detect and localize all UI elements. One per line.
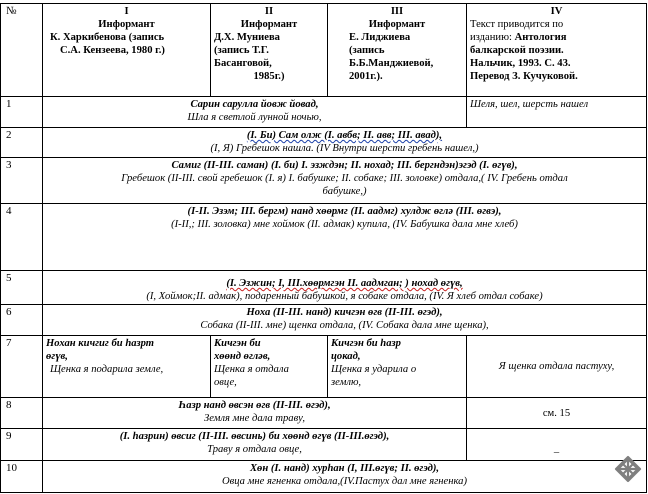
table-row xyxy=(1,398,647,429)
kalmyk-line: Һазр нанд өвсэн өгв (II-III. өгэд), xyxy=(178,400,331,411)
kalmyk-line: цокад, xyxy=(331,351,361,362)
header-roman-2: II xyxy=(264,6,274,17)
kalmyk-line: (I-II. Эзэм; III. бергм) нанд хөөрмг (II. аадмг) хулдж өглә (III. өгвэ), xyxy=(187,206,502,217)
row-text-cell xyxy=(43,398,467,429)
header-line: Б.Б.Манджиевой, xyxy=(349,58,434,69)
header-title-3: Информант xyxy=(368,19,426,30)
row-number: 9 xyxy=(1,429,43,461)
russian-line: землю, xyxy=(331,377,362,388)
table-row xyxy=(1,158,647,204)
russian-line: Собака (II-III. мне) щенка отдала, (IV. Собака дала мне щенка), xyxy=(200,320,489,331)
kalmyk-line: Кичгэн би һазр xyxy=(331,338,401,349)
table-row xyxy=(1,305,647,336)
header-source-4 xyxy=(467,4,647,97)
row-number: 1 xyxy=(1,97,43,128)
kalmyk-line: (I. Би) Сам олж (I. авбв; II. авв; III. авад), xyxy=(246,130,443,141)
header-informant-3 xyxy=(328,4,467,97)
row-7-informant-1 xyxy=(43,336,211,398)
kalmyk-line: Хөн (I. нанд) хурһан (I, III.өгүв; II. өгэд), xyxy=(249,463,440,474)
row-number: 2 xyxy=(1,128,43,158)
header-line: 2001г.). xyxy=(349,71,383,82)
russian-line: овце, xyxy=(214,377,237,388)
header-line: Е. Лиджиева xyxy=(349,32,411,43)
header-line: изданию: xyxy=(470,32,515,43)
row-text-cell xyxy=(43,271,647,305)
table-row xyxy=(1,204,647,271)
russian-line: (I, Хоймок;II. адмак), подаренный бабушкой, я собаке отдала, (IV. Я хлеб отдал собаке) xyxy=(146,291,543,302)
row-text-cell xyxy=(43,158,647,204)
russian-line: (I, Я) Гребешок нашла. (IV Внутри шерсти гребень нашел,) xyxy=(210,143,479,154)
row-number: 4 xyxy=(1,204,43,271)
header-line: С.А. Кензеева, 1980 г.) xyxy=(60,45,165,56)
russian-line: Щенка я ударила о xyxy=(331,364,417,375)
row-number: 5 xyxy=(1,271,43,305)
row-text-cell xyxy=(43,461,647,493)
source-cell: Я щенка отдала пастуху, xyxy=(467,336,647,398)
row-7-informant-3 xyxy=(328,336,467,398)
russian-line: бабушке,) xyxy=(322,186,367,197)
row-number: 7 xyxy=(1,336,43,398)
header-roman-4: IV xyxy=(550,6,563,17)
row-number: 8 xyxy=(1,398,43,429)
header-line: Текст приводится по xyxy=(470,19,564,30)
kalmyk-line: Самиг (II-III. саман) (I. би) I. эзждэн; II. нохад; III. бергндэн)эгэд (I. өгүв), xyxy=(171,160,518,171)
row-text-cell xyxy=(43,305,647,336)
russian-line: Овца мне ягненка отдала,(IV.Пастух дал мне ягненка) xyxy=(221,476,468,487)
russian-line: Гребешок (II-III. свой гребешок (I. я) I. бабушке; II. собаке; III. золовке) отдала,( IV. Гребень отдал xyxy=(121,173,568,184)
kalmyk-line: Ноха (II-III. нанд) кичгэн өгв (II-III. өгэд), xyxy=(246,307,443,318)
row-number: 3 xyxy=(1,158,43,204)
table-row xyxy=(1,97,647,128)
row-text-cell xyxy=(43,204,647,271)
header-number-cell xyxy=(1,4,43,97)
header-roman-3: III xyxy=(390,6,404,17)
row-text-cell xyxy=(43,128,647,158)
header-number: № xyxy=(6,5,17,17)
header-line: Нальчик, 1993. С. 43. xyxy=(470,58,571,69)
russian-line: Земля мне дала траву, xyxy=(203,413,306,424)
table-row xyxy=(1,271,647,305)
table-header-row xyxy=(1,4,647,97)
kalmyk-line: Сарин сарулла йовж йовад, xyxy=(190,99,319,110)
russian-line: Траву я отдала овце, xyxy=(207,444,302,455)
russian-line: Шла я светлой лунной ночью, xyxy=(187,112,322,123)
header-line: (запись xyxy=(349,45,385,56)
header-title-2: Информант xyxy=(240,19,298,30)
kalmyk-line: (I. Эзжин; I, III.хөөрмгэн II. аадмган; ) нохад өгүв, xyxy=(226,278,463,289)
table-row xyxy=(1,429,647,461)
russian-line: Щенка я подарила земле, xyxy=(50,364,164,375)
source-cell: Шеля, шел, шерсть нашел xyxy=(467,97,647,128)
header-line: Перевод З. Кучуковой. xyxy=(470,71,578,82)
header-informant-1 xyxy=(43,4,211,97)
russian-line: (I-II,; III. золовка) мне хоймок (II. адмак) купила, (IV. Бабушка дала мне хлеб) xyxy=(171,219,518,230)
row-number: 6 xyxy=(1,305,43,336)
table-row xyxy=(1,128,647,158)
kalmyk-line: Нохан кичгиг би һазрт xyxy=(46,338,155,349)
header-line: Д.Х. Муниева xyxy=(214,32,280,43)
kalmyk-line: хөөнд өгләв, xyxy=(214,351,271,362)
row-text-cell xyxy=(43,97,467,128)
header-informant-2 xyxy=(211,4,328,97)
header-line: Басанговой, xyxy=(214,58,272,69)
header-line: 1985г.) xyxy=(253,71,285,82)
row-7-informant-2 xyxy=(211,336,328,398)
ballad-comparison-table xyxy=(0,3,647,493)
russian-line: Щенка я отдала xyxy=(214,364,289,375)
header-title-1: Информант xyxy=(98,19,155,30)
row-number: 10 xyxy=(1,461,43,493)
header-roman-1: I xyxy=(124,6,129,17)
header-line: балкарской поэзии. xyxy=(470,45,564,56)
table-row xyxy=(1,461,647,493)
endless-knot-icon xyxy=(614,455,642,483)
kalmyk-line: (I. һазрин) өвсиг (II-III. өвсинь) би хөөнд өгүв (II-III.өгэд), xyxy=(119,431,390,442)
row-text-cell xyxy=(43,429,467,461)
source-cell: см. 15 xyxy=(467,398,647,429)
header-line: (запись Т.Г. xyxy=(214,45,269,56)
source-cell: – xyxy=(467,429,647,461)
table-row xyxy=(1,336,647,398)
kalmyk-line: Кичгэн би xyxy=(214,338,261,349)
header-line: К. Харкибенова (запись xyxy=(50,32,165,43)
header-line: Антология xyxy=(514,32,567,43)
kalmyk-line: өгүв, xyxy=(46,351,68,362)
